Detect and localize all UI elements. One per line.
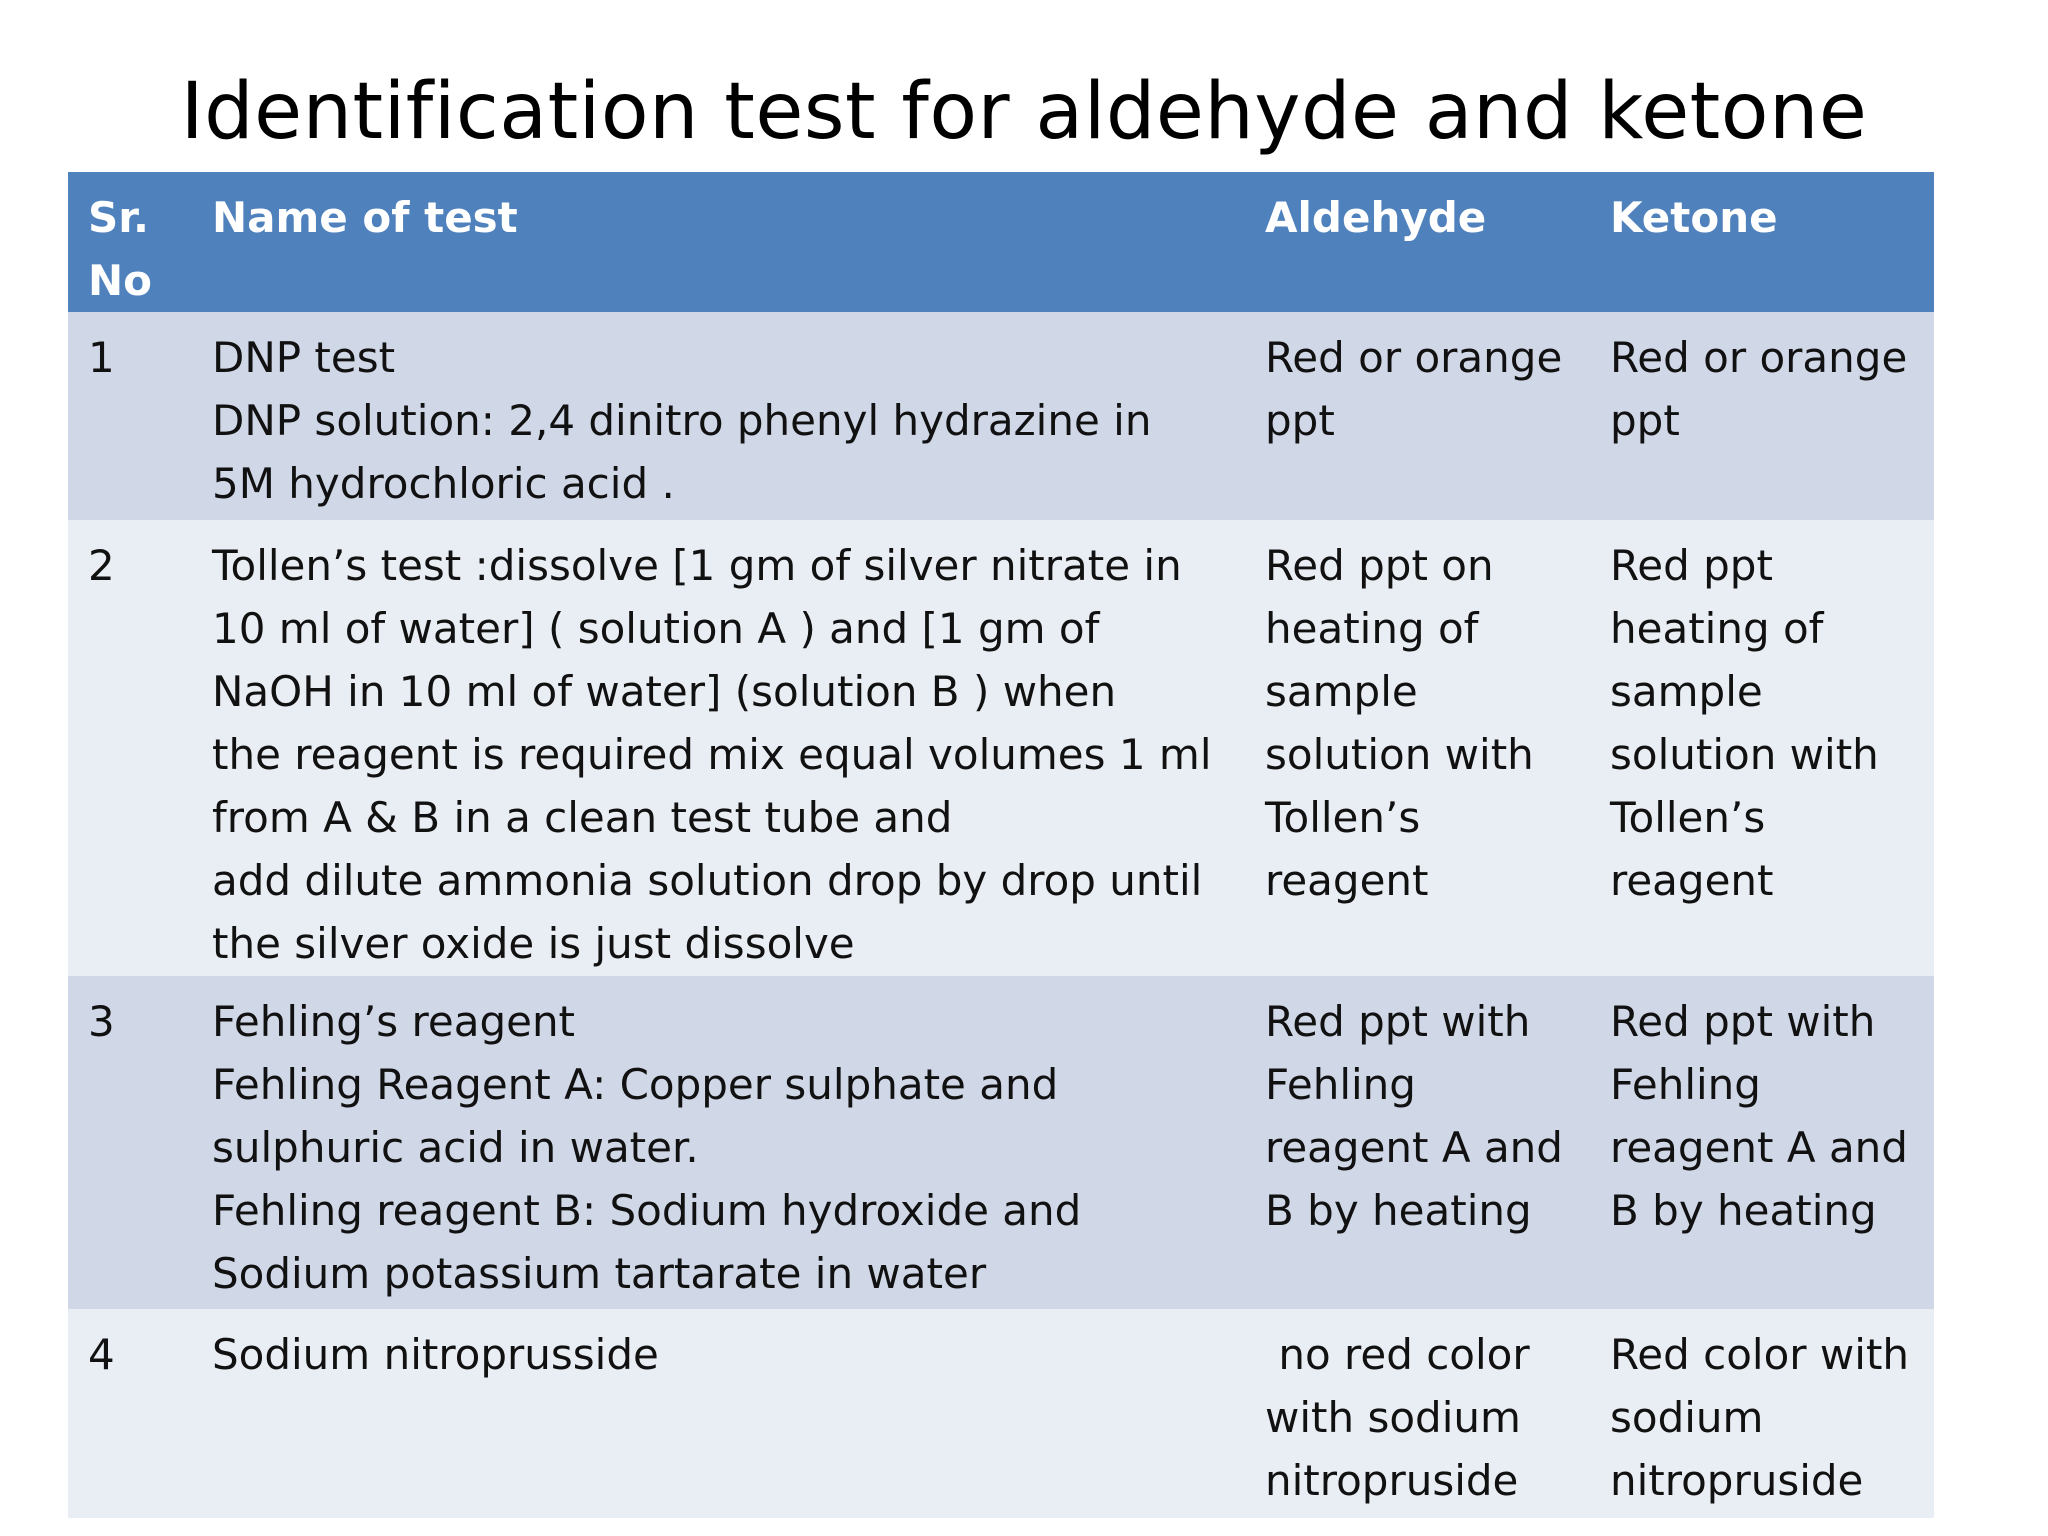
ketone-result-line: reagent A and bbox=[1610, 1123, 1908, 1172]
ketone-result-line: Tollen’s bbox=[1610, 793, 1766, 842]
test-name-line: Tollen’s test :dissolve [1 gm of silver nitrate in bbox=[212, 541, 1182, 590]
aldehyde-result-line: with sodium bbox=[1265, 1393, 1521, 1442]
test-name-line: DNP test bbox=[212, 333, 396, 382]
row-test-name bbox=[190, 1309, 1243, 1518]
identification-table bbox=[68, 172, 1934, 1518]
test-name-line: Sodium potassium tartarate in water bbox=[212, 1249, 987, 1298]
row-test-name bbox=[190, 520, 1243, 976]
aldehyde-result-line: reagent bbox=[1265, 856, 1429, 905]
ketone-result-line: nitropruside bbox=[1610, 1456, 1864, 1505]
aldehyde-result-line: no red color bbox=[1265, 1330, 1530, 1379]
table-header-row bbox=[68, 172, 1934, 312]
test-name-line: Sodium nitroprusside bbox=[212, 1330, 659, 1379]
row-ketone-result bbox=[1588, 312, 1934, 520]
ketone-result-line: Red or orange bbox=[1610, 333, 1908, 382]
row-ketone-result bbox=[1588, 1309, 1934, 1518]
test-name-line: 10 ml of water] ( solution A ) and [1 gm of bbox=[212, 604, 1100, 653]
aldehyde-result-line: Red ppt with bbox=[1265, 997, 1531, 1046]
test-name-line: NaOH in 10 ml of water] (solution B ) when bbox=[212, 667, 1117, 716]
test-name-line: from A & B in a clean test tube and bbox=[212, 793, 953, 842]
ketone-result-line: solution with bbox=[1610, 730, 1879, 779]
table-row bbox=[68, 976, 1934, 1309]
aldehyde-result-line: solution with bbox=[1265, 730, 1534, 779]
test-name-line: Fehling Reagent A: Copper sulphate and bbox=[212, 1060, 1059, 1109]
aldehyde-result-line: reagent A and bbox=[1265, 1123, 1563, 1172]
aldehyde-result-line: nitropruside bbox=[1265, 1456, 1519, 1505]
ketone-result-line: reagent bbox=[1610, 856, 1774, 905]
table-row bbox=[68, 520, 1934, 976]
row-aldehyde-result bbox=[1243, 312, 1588, 520]
aldehyde-result-line: B by heating bbox=[1265, 1186, 1532, 1235]
header-aldehyde: Aldehyde bbox=[1243, 172, 1588, 312]
aldehyde-result-line: Tollen’s bbox=[1265, 793, 1421, 842]
row-sr-no: 2 bbox=[68, 520, 190, 976]
row-aldehyde-result bbox=[1243, 1309, 1588, 1518]
test-name-line: the silver oxide is just dissolve bbox=[212, 919, 855, 968]
row-sr-no: 1 bbox=[68, 312, 190, 520]
ketone-result-line: heating of bbox=[1610, 604, 1824, 653]
row-aldehyde-result bbox=[1243, 520, 1588, 976]
ketone-result-line: sample bbox=[1610, 667, 1763, 716]
row-aldehyde-result bbox=[1243, 976, 1588, 1309]
row-sr-no: 3 bbox=[68, 976, 190, 1309]
test-name-line: sulphuric acid in water. bbox=[212, 1123, 699, 1172]
ketone-result-line: Red ppt with bbox=[1610, 997, 1876, 1046]
row-ketone-result bbox=[1588, 520, 1934, 976]
aldehyde-result-line: Fehling bbox=[1265, 1060, 1416, 1109]
row-test-name bbox=[190, 312, 1243, 520]
ketone-result-line: sodium bbox=[1610, 1393, 1764, 1442]
ketone-result-line: ppt bbox=[1610, 396, 1680, 445]
aldehyde-result-line: Red or orange bbox=[1265, 333, 1563, 382]
table-row bbox=[68, 1309, 1934, 1518]
ketone-result-line: Fehling bbox=[1610, 1060, 1761, 1109]
aldehyde-result-line: ppt bbox=[1265, 396, 1335, 445]
test-name-line: DNP solution: 2,4 dinitro phenyl hydrazine in bbox=[212, 396, 1152, 445]
header-sr-line2: No bbox=[88, 256, 153, 305]
header-sr-line1: Sr. bbox=[88, 193, 149, 242]
identification-table-container bbox=[68, 172, 1934, 1518]
row-ketone-result bbox=[1588, 976, 1934, 1309]
header-sr-no bbox=[68, 172, 190, 312]
row-sr-no: 4 bbox=[68, 1309, 190, 1518]
slide-title: Identification test for aldehyde and ketone bbox=[180, 67, 1868, 157]
ketone-result-line: Red color with bbox=[1610, 1330, 1910, 1379]
test-name-line: Fehling reagent B: Sodium hydroxide and bbox=[212, 1186, 1082, 1235]
aldehyde-result-line: Red ppt on bbox=[1265, 541, 1494, 590]
aldehyde-result-line: heating of bbox=[1265, 604, 1479, 653]
row-test-name bbox=[190, 976, 1243, 1309]
aldehyde-result-line: sample bbox=[1265, 667, 1418, 716]
test-name-line: Fehling’s reagent bbox=[212, 997, 576, 1046]
table-row bbox=[68, 312, 1934, 520]
test-name-line: 5M hydrochloric acid . bbox=[212, 459, 675, 508]
ketone-result-line: B by heating bbox=[1610, 1186, 1877, 1235]
header-ketone: Ketone bbox=[1588, 172, 1934, 312]
ketone-result-line: Red ppt bbox=[1610, 541, 1773, 590]
test-name-line: the reagent is required mix equal volumes 1 ml bbox=[212, 730, 1212, 779]
test-name-line: add dilute ammonia solution drop by drop until bbox=[212, 856, 1203, 905]
header-name-of-test: Name of test bbox=[190, 172, 1243, 312]
